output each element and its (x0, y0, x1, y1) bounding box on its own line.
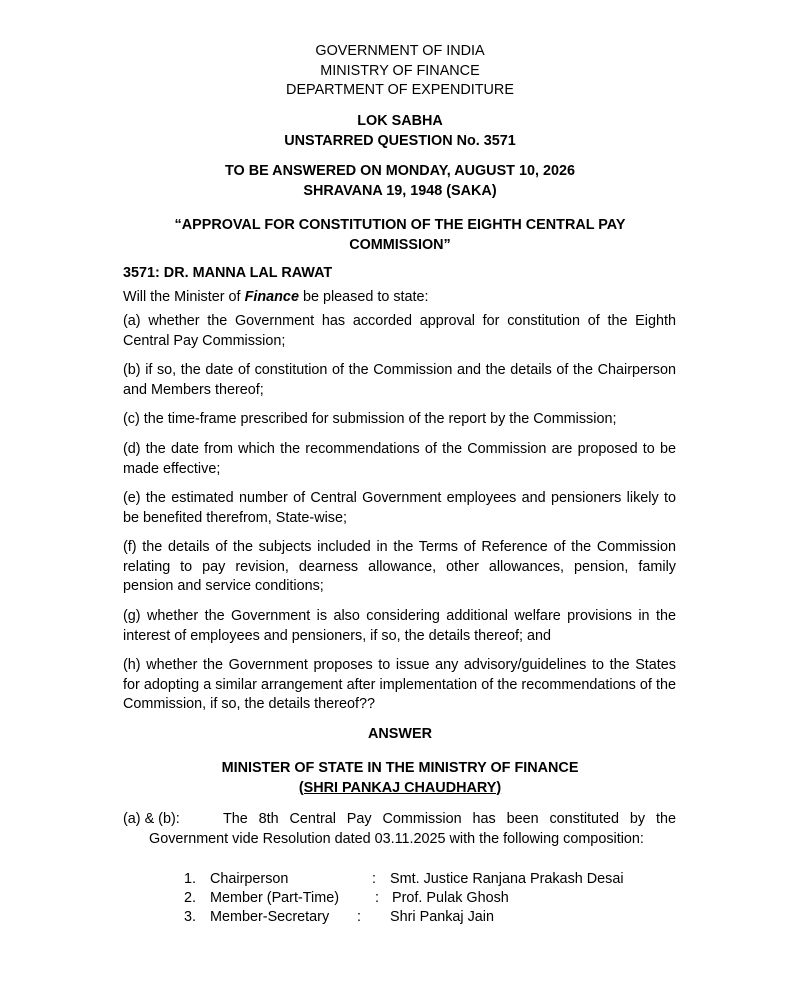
minister-block (0, 759, 800, 798)
composition-role: Chairperson (210, 871, 289, 887)
question-number: UNSTARRED QUESTION No. 3571 (284, 132, 516, 149)
composition-member-name: Smt. Justice Ranjana Prakash Desai (390, 871, 624, 887)
question-part-h: (h) whether the Government proposes to issue any advisory/guidelines to the States for adopting a similar arrangement after implementation of the recommendations of the Commission, if so, the details thereof?? (123, 657, 676, 713)
composition-row (176, 869, 636, 889)
answer-text: The 8th Central Pay Commission has been constituted by the Government vide Resolution dated 03.11.2025 with the following composition: (149, 811, 676, 847)
composition-row (176, 888, 636, 908)
composition-role: Member-Secretary (210, 909, 330, 925)
composition-separator: : (375, 890, 379, 906)
question-subject: “APPROVAL FOR CONSTITUTION OF THE EIGHTH CENTRAL PAY COMMISSION” (174, 217, 626, 253)
composition-role: Member (Part-Time) (210, 890, 339, 906)
answer-a-b (123, 810, 676, 850)
header-government: GOVERNMENT OF INDIA (315, 43, 485, 59)
government-header (0, 42, 800, 101)
question-part-d: (d) the date from which the recommendations of the Commission are proposed to be made effective; (123, 441, 676, 477)
header-department: DEPARTMENT OF EXPENDITURE (286, 82, 514, 98)
question-intro (123, 288, 676, 308)
composition-separator: : (372, 871, 376, 887)
intro-after: be pleased to state: (298, 289, 429, 305)
question-header (0, 112, 800, 151)
composition-separator: : (357, 909, 361, 925)
asker-name: 3571: DR. MANNA LAL RAWAT (123, 265, 333, 281)
question-part-c: (c) the time-frame prescribed for submission of the report by the Commission; (123, 411, 617, 427)
composition-number: 3. (183, 909, 196, 925)
composition-member-name: Prof. Pulak Ghosh (392, 890, 509, 906)
composition-row (176, 907, 636, 927)
house-name: LOK SABHA (357, 113, 443, 129)
question-part-b: (b) if so, the date of constitution of the Commission and the details of the Chairperson and Members thereof; (123, 362, 676, 398)
answer-date: TO BE ANSWERED ON MONDAY, AUGUST 10, 2026 (225, 163, 575, 179)
composition-member-name: Shri Pankaj Jain (390, 909, 494, 925)
composition-number: 1. (183, 871, 196, 887)
minister-title: MINISTER OF STATE IN THE MINISTRY OF FINANCE (221, 760, 579, 776)
question-part-g: (g) whether the Government is also considering additional welfare provisions in the interest of employees and pensioners, if so, the details thereof; and (123, 608, 676, 644)
answer-heading: ANSWER (368, 726, 432, 742)
answer-label: (a) & (b): (123, 811, 180, 827)
intro-before: Will the Minister of (123, 289, 245, 305)
question-part-f: (f) the details of the subjects included in the Terms of Reference of the Commission relating to pay revision, dearness allowance, other allowances, pension, family pension and service conditions; (123, 539, 676, 595)
composition-number: 2. (183, 890, 196, 906)
question-part-e: (e) the estimated number of Central Government employees and pensioners likely to be benefited therefrom, State-wise; (123, 490, 676, 526)
minister-name: (SHRI PANKAJ CHAUDHARY) (298, 779, 502, 796)
question-part-a: (a) whether the Government has accorded approval for constitution of the Eighth Central Pay Commission; (123, 313, 676, 349)
saka-date: SHRAVANA 19, 1948 (SAKA) (303, 182, 497, 199)
date-header (0, 162, 800, 201)
intro-ministry: Finance (244, 289, 299, 305)
header-ministry: MINISTRY OF FINANCE (320, 62, 480, 79)
